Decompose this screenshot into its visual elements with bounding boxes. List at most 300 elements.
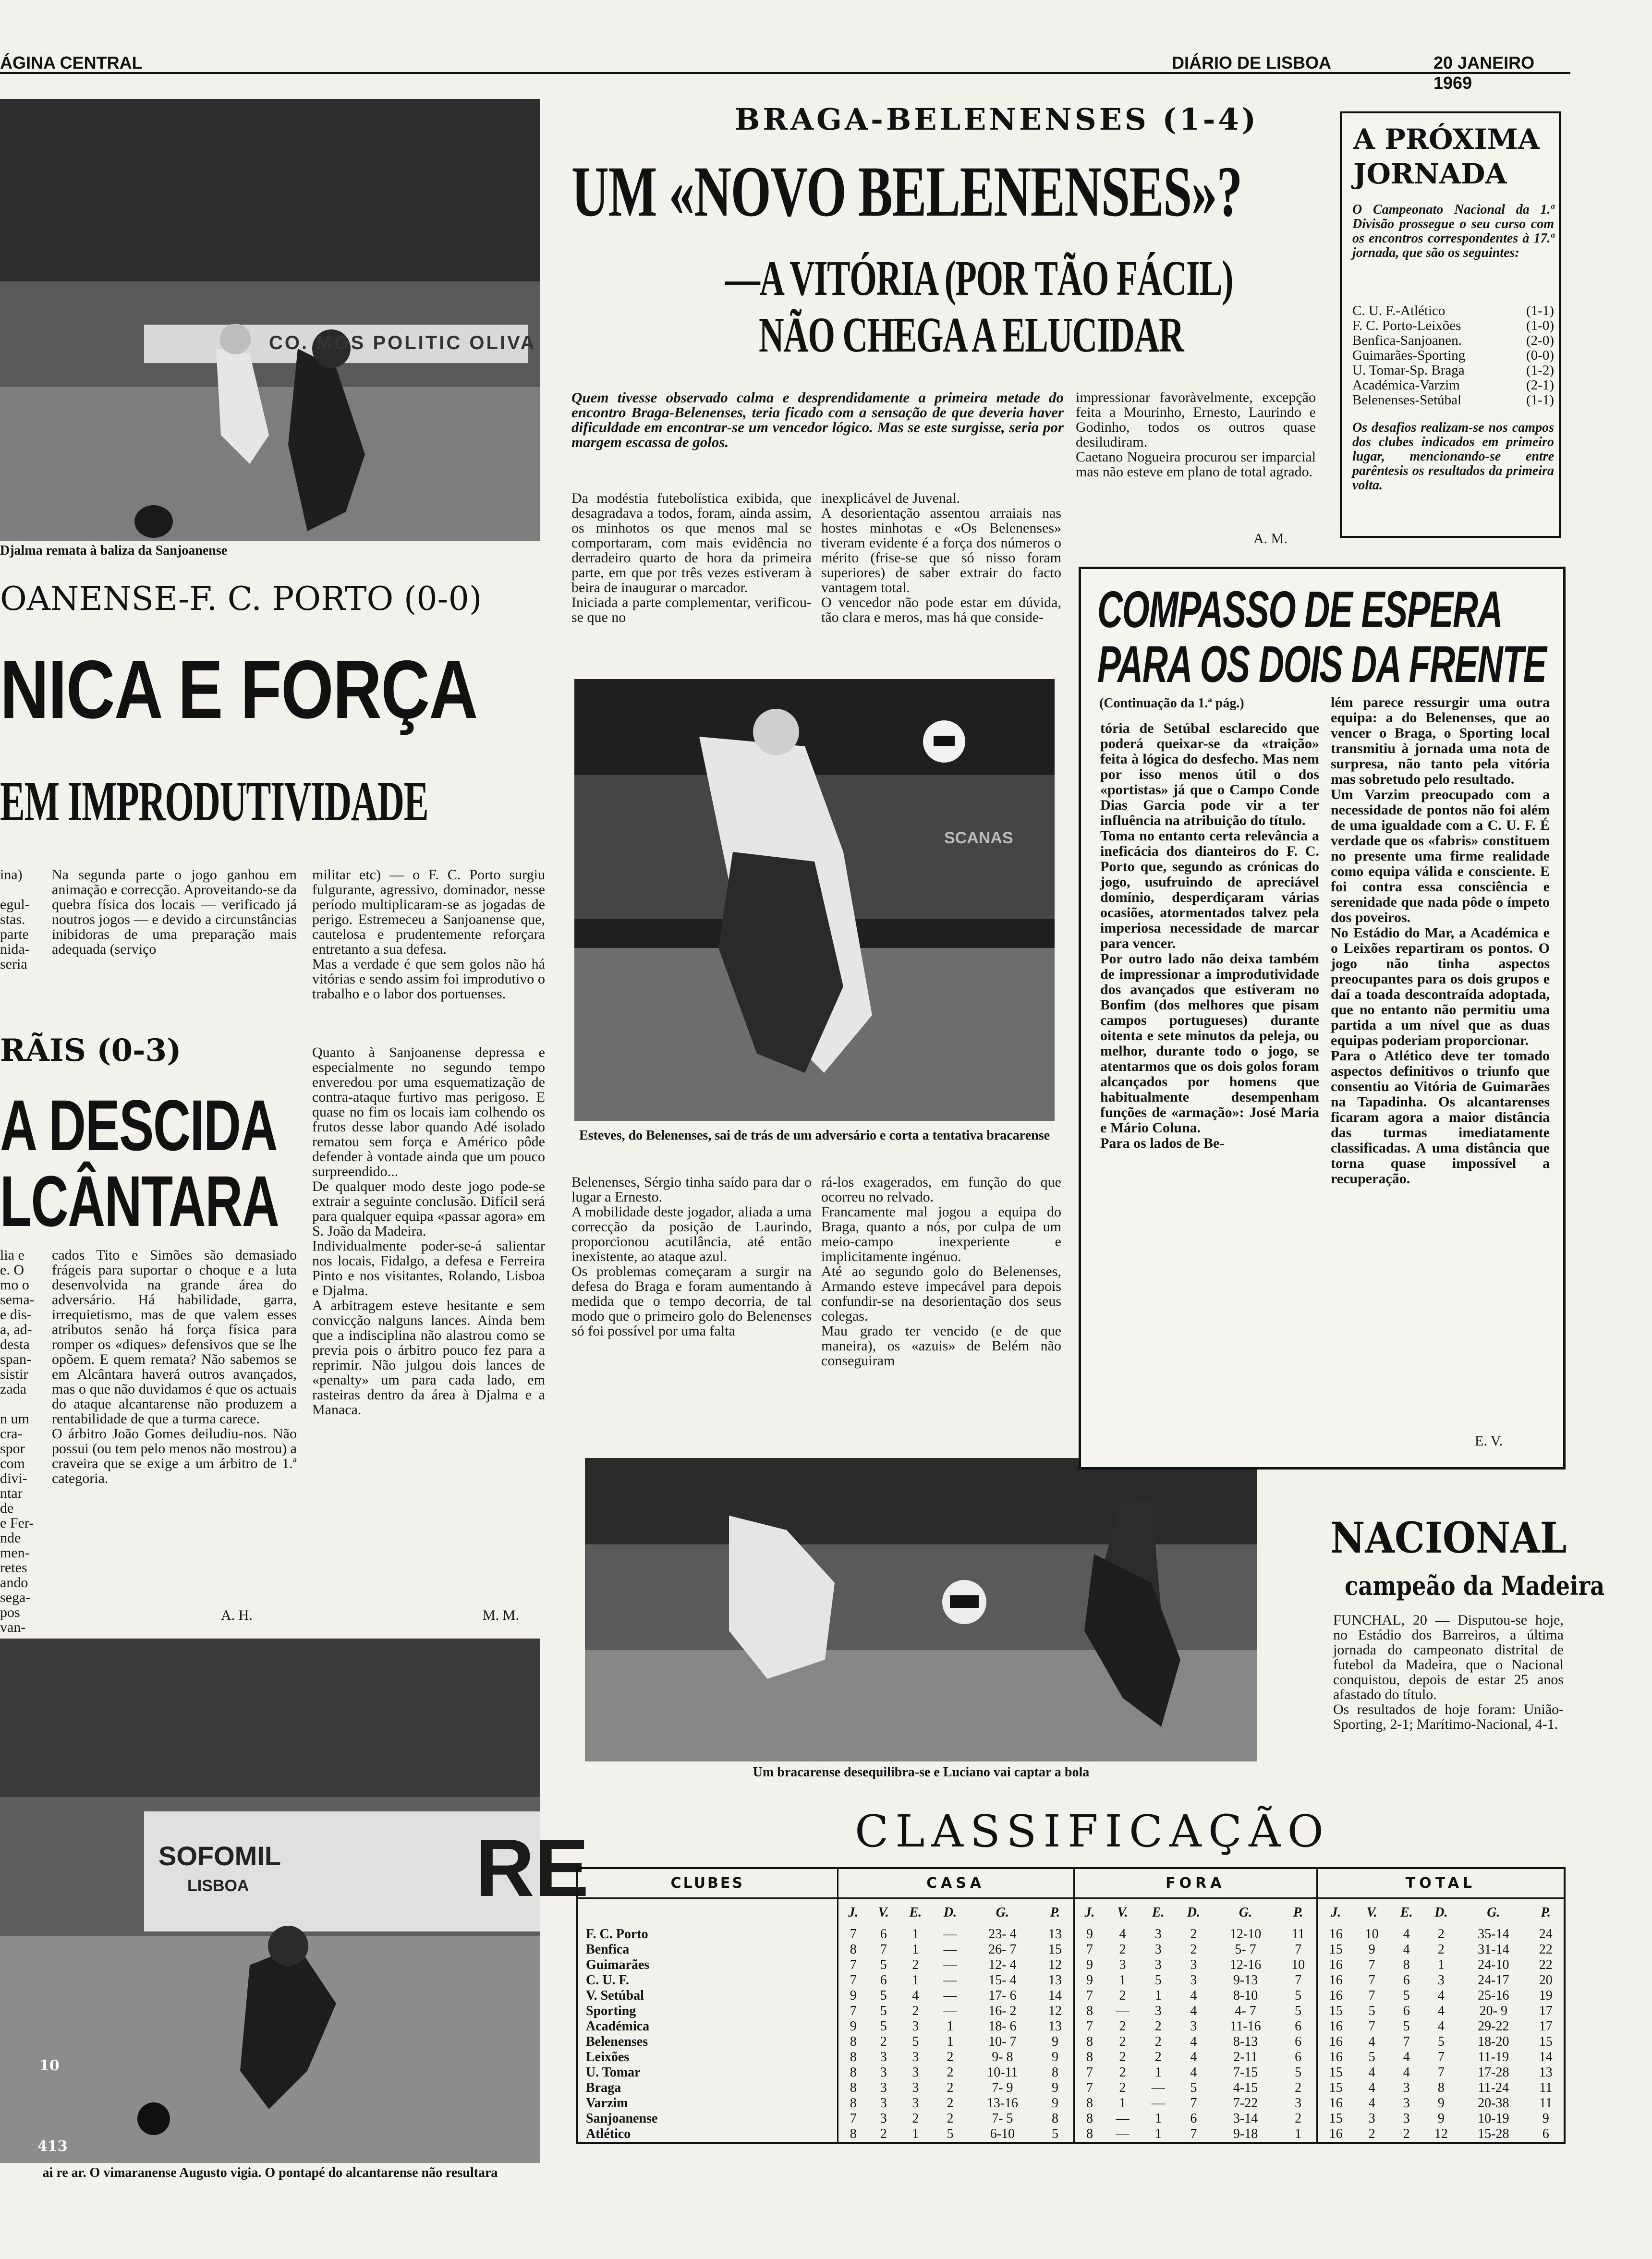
- table-cell: 7: [1403, 2034, 1410, 2049]
- headline-big: A DESCIDA: [0, 1085, 278, 1166]
- table-cell: 11: [1539, 2096, 1553, 2111]
- table-cell: 4: [1437, 2004, 1445, 2018]
- table-cell: 1: [1154, 2065, 1162, 2080]
- compasso-box: [1079, 567, 1566, 1470]
- table-cell: —: [943, 1973, 957, 1988]
- table-cell: Belenenses: [578, 2034, 838, 2050]
- sub-header: D.: [1187, 1905, 1200, 1920]
- box-title: A PRÓXIMA: [1353, 123, 1540, 156]
- table-cell: 8: [850, 2034, 857, 2049]
- table-cell: 12-10: [1229, 1927, 1262, 1942]
- sub-header: D.: [1434, 1905, 1448, 1920]
- table-cell: 1: [1437, 1957, 1445, 1972]
- table-cell: 8: [850, 2065, 857, 2080]
- table-cell: 12- 4: [988, 1957, 1017, 1972]
- sub-header: P.: [1037, 1898, 1074, 1927]
- table-cell: 1: [947, 2034, 954, 2049]
- table-cell: 16: [1329, 2050, 1343, 2065]
- table-cell: 2: [880, 2034, 887, 2049]
- table-cell: 2: [1119, 2050, 1126, 2065]
- table-cell: 16: [1329, 1957, 1343, 1972]
- table-cell: 29-22: [1478, 2019, 1509, 2034]
- fixture-list: [1352, 304, 1554, 408]
- article-lead: Quem tivesse observado calma e desprendidamente a primeira metade do encontro Braga-Belenenses, teria ficado com a sensação de que deveria haver dificuldade em encontrar-se um vencedor lógico. Mas se este surgisse, seria por margem escassa de golos.: [571, 389, 1064, 450]
- article-text: tória de Setúbal esclarecido que poderá queixar-se da «traição» feita à lógica do desfecho. Mas nem por isso menos útil o dos «portistas» já que o Campo Conde Dias Garcia pode vir a ter influência na atribuição do título. Toma no entanto certa relevância a ineficácia dos dianteiros do F. C. Porto que, segundo as crónicas do jogo, usufruindo de apreciável domínio, desperdiçaram várias ocasiões, atormentados talvez pela imperiosa necessidade de marcar para vencer. Por outro lado não deixa também de impressionar a improdutividade dos avançados que estiveram no Bonfim (dos melhores que pisam campos portugueses) durante oitenta e sete minutos da peleja, ou melhor, durante todo o jogo, se atentarmos que os dois golos foram alcançados por homens que habitualmente desempenham funções de «armação»: José Maria e Mário Coluna. Para os lados de Be-: [1100, 720, 1319, 1151]
- table-cell: 4- 7: [1235, 2004, 1256, 2018]
- table-cell: 5: [1280, 2004, 1317, 2019]
- table-cell: 7- 9: [992, 2080, 1013, 2095]
- table-cell: 8: [1403, 1957, 1410, 1972]
- table-cell: 2: [1154, 2034, 1162, 2049]
- table-cell: 8: [1086, 2126, 1093, 2141]
- article-text: Belenenses, Sérgio tinha saído para dar o lugar a Ernesto. A mobilidade deste jogador, aliada a uma correcção da posição de Laurindo, proporcionou acutilância, até então inexistente, ao ataque azul. Os problemas começaram a surgir na defesa do Braga e foram aumentando à medida que o tempo decorria, de tal modo que o primeiro golo do Belenenses só foi possível por uma falta: [571, 1174, 812, 1339]
- table-cell: 14: [1539, 2050, 1553, 2065]
- table-cell: —: [1151, 2096, 1165, 2111]
- table-cell: 4: [1190, 2050, 1197, 2065]
- table-cell: 3: [880, 2096, 887, 2111]
- continuation-note: (Continuação da 1.ª pág.): [1099, 696, 1244, 711]
- table-cell: Atlético: [578, 2126, 838, 2142]
- next-round-box: [1340, 111, 1561, 538]
- article-text: FUNCHAL, 20 — Disputou-se hoje, no Estádio dos Barreiros, a última jornada do campeonato distrital de futebol da Madeira, que o Nacional conquistou, depois de estar 25 anos afastado do título. Os resultados de hoje foram: União-Sporting, 2-1; Marítimo-Nacional, 4-1.: [1333, 1612, 1564, 1732]
- table-cell: 14: [1037, 1988, 1074, 2004]
- table-row: [578, 1927, 1564, 1942]
- table-cell: 4: [1403, 1942, 1410, 1957]
- table-cell: 1: [1154, 1988, 1162, 2003]
- table-cell: 3: [1154, 1942, 1162, 1957]
- article-text: impressionar favoràvelmente, excepção feita a Mourinho, Ernesto, Laurindo e Godinho, todos os outros quase desiludiram. Caetano Nogueira procurou ser imparcial mas não esteve em plano de total agrado.: [1076, 389, 1316, 480]
- table-cell: 9- 8: [992, 2050, 1013, 2065]
- table-cell: 18-20: [1478, 2034, 1509, 2049]
- table-cell: 5: [1368, 2050, 1375, 2065]
- table-cell: 5: [912, 2034, 919, 2049]
- table-cell: —: [1116, 2111, 1130, 2126]
- article-text: ina) egul- stas. parte nida- seria: [0, 867, 30, 972]
- standings-title: CLASSIFICAÇÃO: [855, 1806, 1330, 1857]
- photo-caption: Um bracarense desequilibra-se e Luciano vai captar a bola: [753, 1765, 1090, 1780]
- table-cell: 9: [1086, 1927, 1093, 1942]
- table-cell: 8: [850, 2126, 857, 2141]
- table-cell: F. C. Porto: [578, 1927, 838, 1942]
- main-subhead: —A VITÓRIA (POR TÃO FÁCIL): [725, 251, 1233, 306]
- table-cell: 6: [1280, 2034, 1317, 2050]
- col-header-fora: FORA: [1074, 1869, 1317, 1898]
- table-cell: 5: [880, 1957, 887, 1972]
- photo-luciano: [585, 1458, 1257, 1761]
- table-cell: 7: [1280, 1942, 1317, 1957]
- table-cell: 2: [1154, 2019, 1162, 2034]
- table-cell: 8: [1086, 2004, 1093, 2018]
- table-cell: 1: [1280, 2126, 1317, 2142]
- box-title: COMPASSO DE ESPERA: [1097, 580, 1503, 638]
- table-cell: 3: [1119, 1957, 1126, 1972]
- table-cell: 3: [912, 2096, 919, 2111]
- table-cell: 7: [1086, 1942, 1093, 1957]
- table-cell: 2: [1280, 2111, 1317, 2126]
- table-cell: 1: [1154, 2126, 1162, 2141]
- table-cell: 3: [912, 2019, 919, 2034]
- table-cell: 4: [1119, 1927, 1126, 1942]
- sub-header: J.: [1331, 1905, 1341, 1920]
- table-row: [578, 1973, 1564, 1988]
- table-cell: V. Setúbal: [578, 1988, 838, 2004]
- page-folio: 413: [37, 2138, 68, 2155]
- table-cell: 7: [880, 1942, 887, 1957]
- table-cell: 1: [1119, 2096, 1126, 2111]
- table-cell: 16: [1329, 1973, 1343, 1988]
- table-cell: 7- 5: [992, 2111, 1013, 2126]
- table-cell: Benfica: [578, 1942, 838, 1957]
- headline-big: LCÂNTARA: [0, 1161, 279, 1241]
- table-cell: 3: [1154, 1957, 1162, 1972]
- table-cell: 20- 9: [1479, 2004, 1507, 2018]
- sub-header: G.: [1239, 1905, 1252, 1920]
- table-cell: 7: [1086, 2080, 1093, 2095]
- table-cell: 9: [1037, 2050, 1074, 2065]
- table-cell: 3: [912, 2065, 919, 2080]
- table-row: [578, 2126, 1564, 2142]
- table-row: [578, 1988, 1564, 2004]
- table-cell: 7: [1368, 1988, 1375, 2003]
- table-cell: 20-38: [1478, 2096, 1509, 2111]
- table-cell: 31-14: [1478, 1942, 1509, 1957]
- table-cell: 12-16: [1229, 1957, 1262, 1972]
- table-cell: 15: [1329, 1942, 1343, 1957]
- section-label: ÁGINA CENTRAL: [0, 53, 143, 73]
- fixture-row: U. Tomar-Sp. Braga (1-2): [1352, 363, 1554, 378]
- table-cell: 4: [1190, 2004, 1197, 2018]
- table-cell: 2: [1119, 1988, 1126, 2003]
- table-cell: 35-14: [1478, 1927, 1509, 1942]
- col-header-clubes: CLUBES: [578, 1869, 838, 1898]
- table-cell: 3: [1154, 2004, 1162, 2018]
- sub-header: D.: [943, 1905, 957, 1920]
- table-cell: U. Tomar: [578, 2065, 838, 2080]
- table-cell: 11: [1280, 1927, 1317, 1942]
- table-cell: 6: [1280, 2019, 1317, 2034]
- table-cell: 3: [1190, 1957, 1197, 1972]
- table-row: [578, 1942, 1564, 1957]
- table-cell: 2: [947, 2050, 954, 2065]
- table-cell: 24-17: [1478, 1973, 1509, 1988]
- table-cell: 2: [1190, 1942, 1197, 1957]
- table-cell: 5: [1037, 2126, 1074, 2142]
- table-cell: 7: [1368, 1957, 1375, 1972]
- table-cell: Sanjoanense: [578, 2111, 838, 2126]
- table-cell: 1: [912, 1927, 919, 1942]
- table-cell: 5- 7: [1235, 1942, 1256, 1957]
- table-cell: —: [943, 1942, 957, 1957]
- table-row: [578, 2004, 1564, 2019]
- table-cell: 9: [1037, 2080, 1074, 2096]
- table-cell: 6: [880, 1927, 887, 1942]
- table-cell: 8: [1086, 2111, 1093, 2126]
- table-cell: 3: [1154, 1927, 1162, 1942]
- main-subhead: NÃO CHEGA A ELUCIDAR: [759, 307, 1184, 363]
- table-cell: 5: [1154, 1973, 1162, 1988]
- table-cell: 17: [1539, 2004, 1553, 2018]
- box-title: PARA OS DOIS DA FRENTE: [1097, 635, 1546, 693]
- table-cell: 7: [1190, 2126, 1197, 2141]
- sub-header: E.: [909, 1905, 922, 1920]
- table-cell: 7: [850, 1927, 857, 1942]
- table-cell: —: [1116, 2126, 1130, 2141]
- table-cell: 13-16: [986, 2096, 1019, 2111]
- table-cell: —: [1116, 2004, 1130, 2018]
- table-cell: 16: [1329, 1927, 1343, 1942]
- table-cell: 2: [947, 2065, 954, 2080]
- table-cell: Braga: [578, 2080, 838, 2096]
- table-cell: 7: [1368, 2019, 1375, 2034]
- table-cell: 5: [1280, 2065, 1317, 2080]
- table-cell: 16: [1329, 2096, 1343, 2111]
- table-cell: 2: [1190, 1927, 1197, 1942]
- table-cell: Sporting: [578, 2004, 838, 2019]
- table-row: [578, 2080, 1564, 2096]
- table-cell: 2-11: [1233, 2050, 1258, 2065]
- table-cell: 2: [1437, 1927, 1445, 1942]
- table-cell: 4: [1190, 2034, 1197, 2049]
- table-cell: —: [943, 1927, 957, 1942]
- table-cell: 13: [1037, 2019, 1074, 2034]
- sub-header: G.: [996, 1905, 1009, 1920]
- table-cell: 19: [1539, 1988, 1553, 2003]
- table-cell: 3: [1403, 2096, 1410, 2111]
- table-cell: 1: [947, 2019, 954, 2034]
- article-text: Na segunda parte o jogo ganhou em animação e correcção. Aproveitando-se da quebra física dos locais — verificado já noutros jogos — e devido a circunstâncias inibidoras de uma preparação mais adequada (serviço: [52, 867, 297, 957]
- table-cell: 9: [850, 1988, 857, 2003]
- table-cell: 8: [850, 2080, 857, 2095]
- table-cell: 3: [1190, 2019, 1197, 2034]
- table-cell: 23- 4: [988, 1927, 1017, 1942]
- table-cell: 7-22: [1233, 2096, 1258, 2111]
- table-cell: 5: [880, 1988, 887, 2003]
- table-cell: 8: [1037, 2111, 1074, 2126]
- ad-banner-text: RE: [475, 1822, 589, 1914]
- table-cell: 15: [1037, 1942, 1074, 1957]
- photo-caption: Djalma remata à baliza da Sanjoanense: [0, 543, 228, 558]
- col-header-casa: CASA: [838, 1869, 1074, 1898]
- table-row: [578, 2111, 1564, 2126]
- standings-table: [578, 1869, 1564, 2142]
- table-cell: Leixões: [578, 2050, 838, 2065]
- table-cell: 16: [1329, 2034, 1343, 2049]
- table-cell: 6: [880, 1973, 887, 1988]
- table-cell: 2: [1119, 1942, 1126, 1957]
- table-cell: 3: [880, 2080, 887, 2095]
- table-cell: 24: [1539, 1927, 1553, 1942]
- issue-date: 20 JANEIRO 1969: [1433, 53, 1535, 93]
- table-cell: 22: [1539, 1942, 1553, 1957]
- table-cell: —: [943, 1957, 957, 1972]
- article-text: Da modéstia futebolística exibida, que desagradava a todos, foram, ainda assim, os minhotos os que menos mal se comportaram, com mais evidência no derradeiro quarto de hora da primeira parte, em que por três vezes estiveram à beira de inaugurar o marcador. Iniciada a parte complementar, verificou-se que no: [571, 490, 812, 625]
- table-cell: 6: [1190, 2111, 1197, 2126]
- table-cell: 15-28: [1478, 2126, 1509, 2141]
- table-cell: 5: [1368, 2004, 1375, 2018]
- author-signature: A. H.: [221, 1607, 253, 1623]
- table-cell: 13: [1037, 1927, 1074, 1942]
- table-cell: 6: [1403, 1973, 1410, 1988]
- table-cell: 4: [1190, 2065, 1197, 2080]
- photo-esteves: [574, 679, 1055, 1121]
- table-cell: 11: [1539, 2080, 1553, 2095]
- table-cell: 3: [880, 2050, 887, 2065]
- table-cell: 7: [1437, 2065, 1445, 2080]
- table-cell: 2: [1437, 1942, 1445, 1957]
- sub-header: P.: [1280, 1898, 1317, 1927]
- table-cell: 18- 6: [988, 2019, 1017, 2034]
- box-outro: Os desafios realizam-se nos campos dos clubes indicados em primeiro lugar, mencionando-se entre parêntesis os resultados da primeira volta.: [1352, 420, 1554, 493]
- table-cell: 16: [1329, 2019, 1343, 2034]
- table-cell: 2: [1119, 2065, 1126, 2080]
- table-cell: 2: [912, 2004, 919, 2018]
- headline-small: RÃIS (0-3): [0, 1032, 182, 1069]
- table-cell: 3: [1403, 2080, 1410, 2095]
- table-cell: 2: [1403, 2126, 1410, 2141]
- table-cell: 7: [850, 2004, 857, 2018]
- photo-djalma: [0, 99, 540, 541]
- table-cell: 4: [1368, 2065, 1375, 2080]
- table-cell: 9: [1086, 1957, 1093, 1972]
- table-cell: 3: [880, 2065, 887, 2080]
- sub-header: E.: [1400, 1905, 1413, 1920]
- table-cell: 9: [850, 2019, 857, 2034]
- table-cell: 4: [1403, 2050, 1410, 2065]
- nacional-subtitle: campeão da Madeira: [1345, 1570, 1605, 1601]
- photo-banner-text: SCANAS: [944, 829, 1013, 847]
- table-cell: 2: [947, 2096, 954, 2111]
- box-intro: O Campeonato Nacional da 1.ª Divisão prossegue o seu curso com os encontros correspondentes à 17.ª jornada, que são os seguintes:: [1352, 202, 1554, 260]
- table-cell: 7: [850, 1957, 857, 1972]
- table-cell: 4: [1368, 2034, 1375, 2049]
- table-cell: 4: [1403, 1927, 1410, 1942]
- table-cell: 16: [1329, 1988, 1343, 2003]
- table-cell: 17: [1539, 2019, 1553, 2034]
- table-cell: 1: [1119, 1973, 1126, 1988]
- table-cell: 2: [1154, 2050, 1162, 2065]
- table-cell: 8-13: [1233, 2034, 1258, 2049]
- table-cell: 2: [1119, 2080, 1126, 2095]
- table-row: [578, 1957, 1564, 1973]
- table-cell: 8: [1086, 2096, 1093, 2111]
- table-cell: 2: [1368, 2126, 1375, 2141]
- table-cell: 4-15: [1233, 2080, 1258, 2095]
- article-text: lia e e. O mo o sema- e dis- a, ad- desta span- sistir zada n um cra- spor com divi- ntar de e Fer- nde men- retes ando sega- pos van-: [0, 1247, 35, 1635]
- table-cell: 1: [912, 1973, 919, 1988]
- kicker: BRAGA-BELENENSES (1-4): [735, 102, 1259, 137]
- table-cell: 8-10: [1233, 1988, 1258, 2003]
- fixture-row: C. U. F.-Atlético (1-1): [1352, 303, 1554, 318]
- blank-cell: [578, 1898, 838, 1927]
- table-cell: 12: [1037, 2004, 1074, 2019]
- table-cell: 4: [1437, 1988, 1445, 2003]
- sub-header: P.: [1541, 1905, 1551, 1920]
- author-signature: M. M.: [483, 1607, 519, 1623]
- box-title: JORNADA: [1353, 158, 1507, 190]
- col-header-total: TOTAL: [1405, 1874, 1476, 1892]
- ad-banner-text: SOFOMIL: [158, 1841, 281, 1871]
- table-cell: 7: [1437, 2050, 1445, 2065]
- main-headline: UM «NOVO BELENENSES»?: [571, 152, 1242, 231]
- table-cell: 16: [1329, 2126, 1343, 2141]
- table-cell: 4: [1437, 2019, 1445, 2034]
- table-cell: 10-19: [1478, 2111, 1509, 2126]
- table-cell: 10: [1365, 1927, 1379, 1942]
- table-cell: 11-16: [1230, 2019, 1261, 2034]
- table-cell: 1: [1154, 2111, 1162, 2126]
- table-cell: 3: [912, 2080, 919, 2095]
- fixture-row: F. C. Porto-Leixões (1-0): [1352, 318, 1554, 333]
- table-cell: 7: [1280, 1973, 1317, 1988]
- table-cell: 3: [1190, 1973, 1197, 1988]
- article-text: rá-los exagerados, em função do que ocorreu no relvado. Francamente mal jogou a equipa do Braga, quanto a nós, por culpa de um meio-campo inexperiente e implicitamente ingénuo. Até ao segundo golo do Belenenses, Armando esteve impecável para depois confundir-se na desorientação dos seus colegas. Mau grado ter vencido (e de que maneira), os «azuis» de Belém não conseguiram: [821, 1174, 1061, 1369]
- article-text: Quanto à Sanjoanense depressa e especialmente no segundo tempo enveredou por uma esquematização de contra-ataque furtivo mas perigoso. E quase no fim os locais iam colhendo os frutos desse labor quando Adé isolado rematou sem força e Américo pôde defender à vontade ainda que um pouco surpreendido... De qualquer modo deste jogo pode-se extrair a seguinte conclusão. Difícil será para qualquer equipa «passar agora» em S. João da Madeira. Individualmente poder-se-á salientar nos locais, Fidalgo, a defesa e Ferreira Pinto e nos visitantes, Rolando, Lisboa e Djalma. A arbitragem esteve hesitante e sem convicção nalguns lances. Ainda bem que a indisciplina não alastrou como se previa pois o árbitro pouco fez para a reprimir. Não julgou dois lances de «penalty» um para cada lado, em rasteiras dentro da área à Djalma e a Manaca.: [312, 1044, 545, 1418]
- table-cell: 9: [1542, 2111, 1549, 2126]
- table-cell: 5: [880, 2004, 887, 2018]
- photo-banner-text: CO. MOS POLITIC OLIVA: [269, 332, 536, 353]
- author-signature: E. V.: [1475, 1433, 1503, 1449]
- fixture-row: Académica-Varzim (2-1): [1352, 377, 1554, 393]
- table-cell: 6: [1280, 2050, 1317, 2065]
- table-cell: —: [1151, 2080, 1165, 2095]
- table-cell: 9: [1368, 1942, 1375, 1957]
- table-cell: 2: [947, 2080, 954, 2095]
- table-cell: 15: [1329, 2111, 1343, 2126]
- table-cell: 13: [1539, 2065, 1553, 2080]
- sub-header: V.: [1366, 1905, 1377, 1920]
- table-cell: 5: [880, 2019, 887, 2034]
- table-cell: Varzim: [578, 2096, 838, 2111]
- table-cell: 4: [912, 1988, 919, 2003]
- table-cell: 8: [850, 1942, 857, 1957]
- table-cell: 7: [850, 2111, 857, 2126]
- table-cell: 24-10: [1478, 1957, 1509, 1972]
- nacional-title: NACIONAL: [1330, 1513, 1567, 1563]
- photo-vimaranense: [0, 1639, 589, 2163]
- table-cell: 7: [1086, 2019, 1093, 2034]
- table-row: [578, 2034, 1564, 2050]
- table-cell: 9: [1037, 2034, 1074, 2050]
- table-cell: 2: [1119, 2034, 1126, 2049]
- table-cell: C. U. F.: [578, 1973, 838, 1988]
- table-cell: 1: [912, 2126, 919, 2141]
- sub-header: G.: [1487, 1905, 1500, 1920]
- table-cell: 6: [1403, 2004, 1410, 2018]
- table-cell: 2: [947, 2111, 954, 2126]
- table-cell: 2: [1280, 2080, 1317, 2096]
- table-cell: 17- 6: [988, 1988, 1017, 2003]
- article-text: cados Tito e Simões são demasiado frágeis para suportar o choque e a luta desenvolvida na grande área do adversário. Há habilidade, garra, irrequietismo, mas de que valem esses atributos senão há força física para romper os «diques» defensivos que se lhe opõem. E quem remata? Não sabemos se em Alcântara haverá outros avançados, mas o que não duvidamos é que os actuais do ataque alcantarense não produzem a rentabilidade de que a turma carece. O árbitro João Gomes deiludiu-nos. Não possui (ou tem pelo menos não mostrou) a craveira que se exige a um árbitro de 1.ª categoria.: [52, 1247, 297, 1486]
- table-cell: 6: [1542, 2126, 1549, 2141]
- table-row: [578, 2065, 1564, 2080]
- table-cell: 4: [1368, 2096, 1375, 2111]
- page-folio: 10: [39, 2057, 60, 2074]
- table-cell: 8: [1437, 2080, 1445, 2095]
- table-cell: 7-15: [1233, 2065, 1258, 2080]
- table-cell: 5: [1190, 2080, 1197, 2095]
- table-cell: 2: [880, 2126, 887, 2141]
- table-cell: 5: [947, 2126, 954, 2141]
- table-cell: 3: [1280, 2096, 1317, 2111]
- table-cell: 7: [850, 1973, 857, 1988]
- article-text: militar etc) — o F. C. Porto surgiu fulgurante, agressivo, dominador, nesse período multiplicaram-se as jogadas de perigo. Estremeceu a Sanjoanense que, cautelosa e prudentemente reforçara entretanto a sua defesa. Mas a verdade é que sem golos não há vitórias e sendo assim foi improdutivo o trabalho e o labor dos portuenses.: [312, 867, 545, 1002]
- table-cell: 2: [912, 2111, 919, 2126]
- table-cell: 3: [1437, 1973, 1445, 1988]
- table-cell: 9: [1437, 2111, 1445, 2126]
- sub-header: V.: [1117, 1905, 1128, 1920]
- table-cell: 10-11: [987, 2065, 1018, 2080]
- table-cell: 4: [1403, 2065, 1410, 2080]
